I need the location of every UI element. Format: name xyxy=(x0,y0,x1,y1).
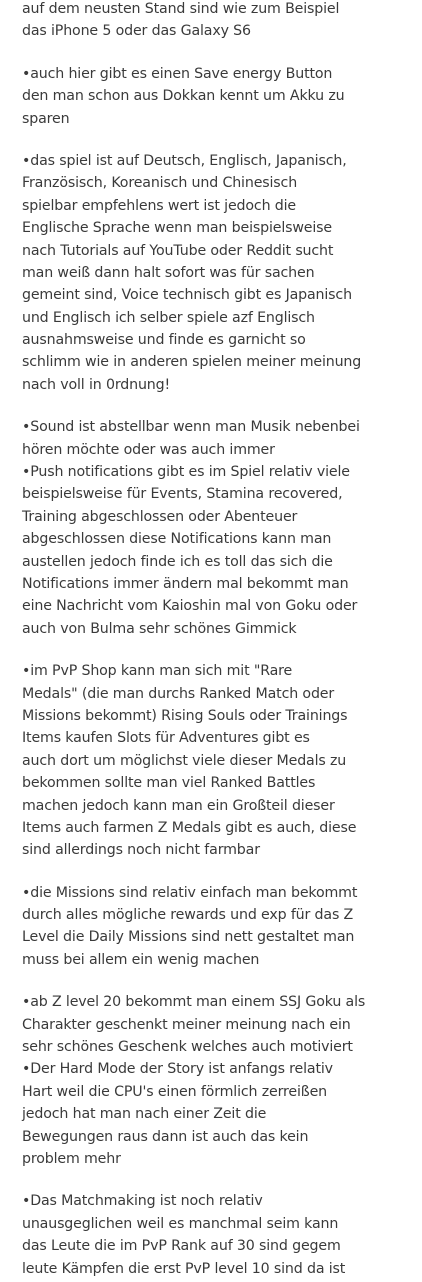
text-line: muss bei allem ein wenig machen xyxy=(22,951,260,968)
text-line: Missions bekommt) Rising Souls oder Trainings xyxy=(22,707,348,724)
paragraph xyxy=(22,63,414,130)
text-line: austellen jedoch finde ich es toll das sich die xyxy=(22,553,333,570)
text-line: Items auch farmen Z Medals gibt es auch, diese xyxy=(22,819,357,836)
paragraph-spacer xyxy=(22,396,414,416)
text-line: •im PvP Shop kann man sich mit "Rare xyxy=(22,663,293,680)
text-line: spielbar empfehlens wert ist jedoch die xyxy=(22,197,297,214)
text-line: auch dort um möglichst viele dieser Medals zu xyxy=(22,752,347,769)
text-line: hören möchte oder was auch immer xyxy=(22,441,275,458)
text-line: das iPhone 5 oder das Galaxy S6 xyxy=(22,23,251,40)
text-line: eine Nachricht vom Kaioshin mal von Goku oder xyxy=(22,598,358,615)
paragraph-spacer xyxy=(22,971,414,991)
text-line: •das spiel ist auf Deutsch, Englisch, Japanisch, xyxy=(22,152,347,169)
text-line: Level die Daily Missions sind nett gestaltet man xyxy=(22,929,355,946)
paragraph-spacer xyxy=(22,1170,414,1190)
paragraph-spacer xyxy=(22,43,414,63)
text-line: Medals" (die man durchs Ranked Match oder xyxy=(22,685,335,702)
text-line: •Das Matchmaking ist noch relativ xyxy=(22,1193,263,1210)
text-line: bekommen sollte man viel Ranked Battles xyxy=(22,775,316,792)
text-line: leute Kämpfen die erst PvP level 10 sind da ist xyxy=(22,1260,346,1277)
text-line: abgeschlossen diese Notifications kann man xyxy=(22,531,332,548)
paragraph xyxy=(22,991,414,1170)
paragraph xyxy=(22,882,414,972)
text-line: ausnahmsweise und finde es garnicht so xyxy=(22,332,306,349)
text-line: auf dem neusten Stand sind wie zum Beispiel xyxy=(22,1,340,17)
text-line: •Push notifications gibt es im Spiel relativ viele xyxy=(22,464,350,481)
text-line: Charakter geschenkt meiner meinung nach ein xyxy=(22,1016,351,1033)
text-line: Items kaufen Slots für Adventures gibt es xyxy=(22,730,310,747)
text-line: problem mehr xyxy=(22,1150,121,1167)
text-line: Französisch, Koreanisch und Chinesisch xyxy=(22,175,298,192)
paragraph xyxy=(22,0,414,43)
text-line: •Sound ist abstellbar wenn man Musik nebenbei xyxy=(22,419,360,436)
text-line: schlimm wie in anderen spielen meiner meinung xyxy=(22,354,362,371)
paragraph xyxy=(22,150,414,396)
text-line: beispielsweise für Events, Stamina recovered, xyxy=(22,486,343,503)
text-line: nach voll in 0rdnung! xyxy=(22,376,171,393)
text-line: Englische Sprache wenn man beispielsweise xyxy=(22,220,333,237)
text-line: man weiß dann halt sofort was für sachen xyxy=(22,264,315,281)
paragraph xyxy=(22,1190,414,1280)
text-line: •Der Hard Mode der Story ist anfangs relativ xyxy=(22,1061,333,1078)
paragraph-spacer xyxy=(22,640,414,660)
text-line: jedoch hat man nach einer Zeit die xyxy=(22,1106,267,1123)
text-line: Training abgeschlossen oder Abenteuer xyxy=(22,508,298,525)
text-line: •ab Z level 20 bekommt man einem SSJ Goku als xyxy=(22,994,366,1011)
text-line: auch von Bulma sehr schönes Gimmick xyxy=(22,620,297,637)
text-line: den man schon aus Dokkan kennt um Akku zu xyxy=(22,88,345,105)
text-line: •die Missions sind relativ einfach man bekommt xyxy=(22,884,358,901)
text-line: machen jedoch kann man ein Großteil dieser xyxy=(22,797,335,814)
text-line: Bewegungen raus dann ist auch das kein xyxy=(22,1128,309,1145)
text-line: sparen xyxy=(22,110,70,127)
document-body xyxy=(22,0,414,1280)
text-line: •auch hier gibt es einen Save energy Button xyxy=(22,65,333,82)
paragraph xyxy=(22,416,414,640)
text-line: unausgeglichen weil es manchmal seim kann xyxy=(22,1215,339,1232)
paragraph xyxy=(22,660,414,862)
text-line: gemeint sind, Voice technisch gibt es Japanisch xyxy=(22,287,352,304)
text-line: durch alles mögliche rewards und exp für das Z xyxy=(22,907,354,924)
text-line: und Englisch ich selber spiele azf Englisch xyxy=(22,309,315,326)
text-line: sind allerdings noch nicht farmbar xyxy=(22,842,260,859)
text-line: sehr schönes Geschenk welches auch motiviert xyxy=(22,1039,353,1056)
text-line: nach Tutorials auf YouTube oder Reddit sucht xyxy=(22,242,334,259)
paragraph-spacer xyxy=(22,130,414,150)
text-line: Notifications immer ändern mal bekommt man xyxy=(22,575,349,592)
text-line: Hart weil die CPU's einen förmlich zerreißen xyxy=(22,1083,327,1100)
paragraph-spacer xyxy=(22,862,414,882)
text-line: das Leute die im PvP Rank auf 30 sind gegem xyxy=(22,1238,341,1255)
